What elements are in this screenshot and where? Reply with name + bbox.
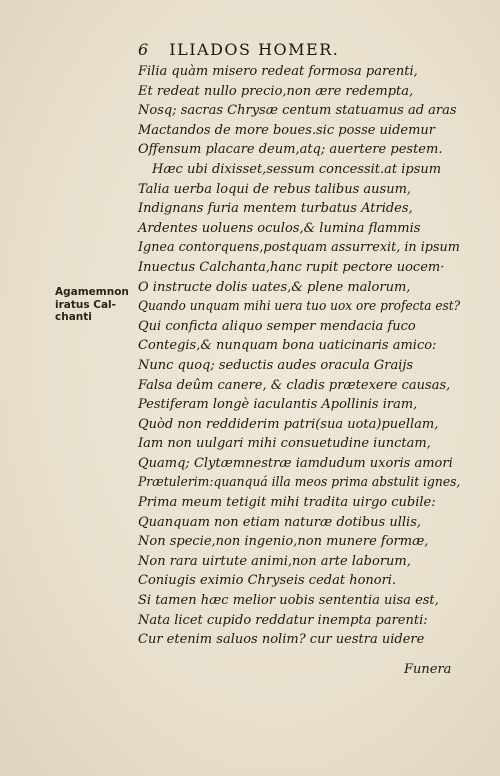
catchword: Funera — [404, 662, 452, 677]
marginal-note-line: chanti — [55, 311, 92, 323]
verse-line: Qui conficta aliquo semper mendacia fuco — [138, 318, 416, 334]
verse-line: Ardentes uoluens oculos,& lumina flammis — [138, 220, 421, 236]
marginal-note-line: iratus Cal- — [55, 298, 117, 311]
verse-line: Prætulerim:quanquá illa meos prima abstulit ignes, — [138, 475, 461, 491]
verse-line: Pestiferam longè iaculantis Apollinis iram, — [138, 397, 418, 413]
verse-line: Talia uerba loqui de rebus talibus ausum, — [138, 181, 412, 197]
verse-line: O instructe dolis uates,& plene malorum, — [138, 279, 411, 295]
running-title: ILIADOS HOMER. — [169, 40, 340, 59]
verse-line: Nata licet cupido reddatur inempta parenti: — [138, 612, 428, 628]
verse-line: Quamq; Clytæmnestræ iamdudum uxoris amori — [138, 455, 453, 471]
page-number: 6 — [138, 40, 150, 59]
running-head — [138, 40, 339, 59]
verse-line: Ignea contorquens,postquam assurrexit, in ipsum — [138, 240, 460, 256]
verse-line: Filia quàm misero redeat formosa parenti, — [138, 64, 418, 79]
verse-line: Contegis,& nunquam bona uaticinaris amico: — [138, 338, 437, 354]
verse-line: Coniugis eximio Chryseis cedat honori. — [138, 573, 397, 589]
verse-line: Iam non uulgari mihi consuetudine iunctam, — [138, 436, 431, 452]
verse-line: Prima meum tetigit mihi tradita uirgo cubile: — [138, 495, 436, 511]
verse-line: Quanquam non etiam naturæ dotibus ullis, — [138, 514, 422, 530]
verse-line: Cur etenim saluos nolim? cur uestra uidere — [138, 632, 425, 648]
verse-line: Inuectus Calchanta,hanc rupit pectore uocem· — [138, 259, 445, 275]
verse-line: Nosq; sacras Chrysæ centum statuamus ad aras — [138, 103, 457, 119]
marginal-note — [55, 286, 135, 324]
verse-line: Mactandos de more boues.sic posse uidemur — [138, 122, 436, 138]
verse-line: Si tamen hæc melior uobis sententia uisa est, — [138, 593, 439, 609]
verse-line: Hæc ubi dixisset,sessum concessit.at ipsum — [152, 161, 442, 177]
verse-line: Et redeat nullo precio,non ære redempta, — [138, 83, 414, 99]
verse-line: Non rara uirtute animi,non arte laborum, — [138, 553, 411, 569]
verse-line: Quando unquam mihi uera tuo uox ore profecta est? — [138, 299, 461, 315]
marginal-note-line: Agamemnon — [55, 286, 129, 298]
verse-block — [138, 62, 461, 650]
verse-line: Non specie,non ingenio,non munere formæ, — [138, 534, 429, 550]
verse-line: Quòd non reddiderim patri(sua uota)puellam, — [138, 416, 439, 432]
verse-line: Falsa deûm canere, & cladis prætexere causas, — [138, 377, 451, 393]
verse-line: Indignans furia mentem turbatus Atrides, — [138, 201, 413, 217]
verse-line: Offensum placare deum,atq; auertere pestem. — [138, 142, 443, 158]
verse-line: Nunc quoq; seductis audes oracula Graijs — [138, 357, 414, 373]
